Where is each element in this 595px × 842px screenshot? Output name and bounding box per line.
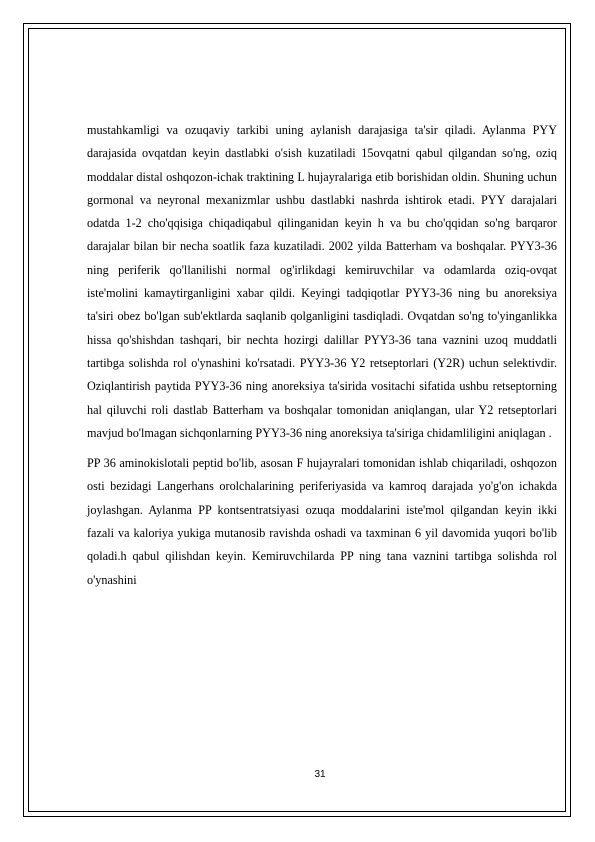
paragraph-2: PP 36 aminokislotali peptid bo'lib, asosan F hujayralari tomonidan ishlab chiqariladi, oshqozon osti bezidagi Langerhans orolchalarining periferiyasida va kamroq darajada yo'g'on ichakda joylashgan. Aylanma PP kontsentratsiyasi ozuqa moddalarini iste'mol qilgandan keyin ikki fazali va kaloriya yukiga mutanosib ravishda oshadi va taxminan 6 yil davomida yuqori bo'lib qoladi.h qabul qilishdan keyin. Kemiruvchilarda PP ning tana vaznini tartibga solishda rol o'ynashini: [87, 456, 557, 587]
page-number: 31: [314, 769, 326, 780]
body-text: [87, 119, 557, 592]
paragraph-1: mustahkamligi va ozuqaviy tarkibi uning aylanish darajasiga ta'sir qiladi. Aylanma PYY darajasida ovqatdan keyin dastlabki o'sish kuzatiladi 15ovqatni qabul qilgandan so'ng, oziq moddalar distal oshqozon-ichak traktining L hujayralariga etib borishidan oldin. Shuning uchun gormonal va neyronal mexanizmlar ushbu dastlabki nashrda ishtirok etadi. PYY darajalari odatda 1-2 cho'qqisiga chiqadiqabul qilinganidan keyin h va bu cho'qqidan so'ng barqaror darajalar bilan bir necha soatlik faza kuzatiladi. 2002 yilda Batterham va boshqalar. PYY3-36 ning periferik qo'llanilishi normal og'irlikdagi kemiruvchilar va odamlarda oziq-ovqat iste'molini kamaytirganligini xabar qildi. Keyingi tadqiqotlar PYY3-36 ning bu anoreksiya ta'siri obez bo'lgan sub'ektlarda saqlanib qolganligini tasdiqladi. Ovqatdan so'ng to'yinganlikka hissa qo'shishdan tashqari, bir nechta hozirgi dalillar PYY3-36 tana vaznini uzoq muddatli tartibga solishda rol o'ynashini ko'rsatadi. PYY3-36 Y2 retseptorlari (Y2R) uchun selektivdir. Oziqlantirish paytida PYY3-36 ning anoreksiya ta'sirida vositachi sifatida ushbu retseptorning hal qiluvchi roli dastlab Batterham va boshqalar tomonidan aniqlangan, ular Y2 retseptorlari mavjud bo'lmagan sichqonlarning PYY3-36 ning anoreksiya ta'siriga chidamliligini aniqlagan .: [87, 123, 557, 440]
